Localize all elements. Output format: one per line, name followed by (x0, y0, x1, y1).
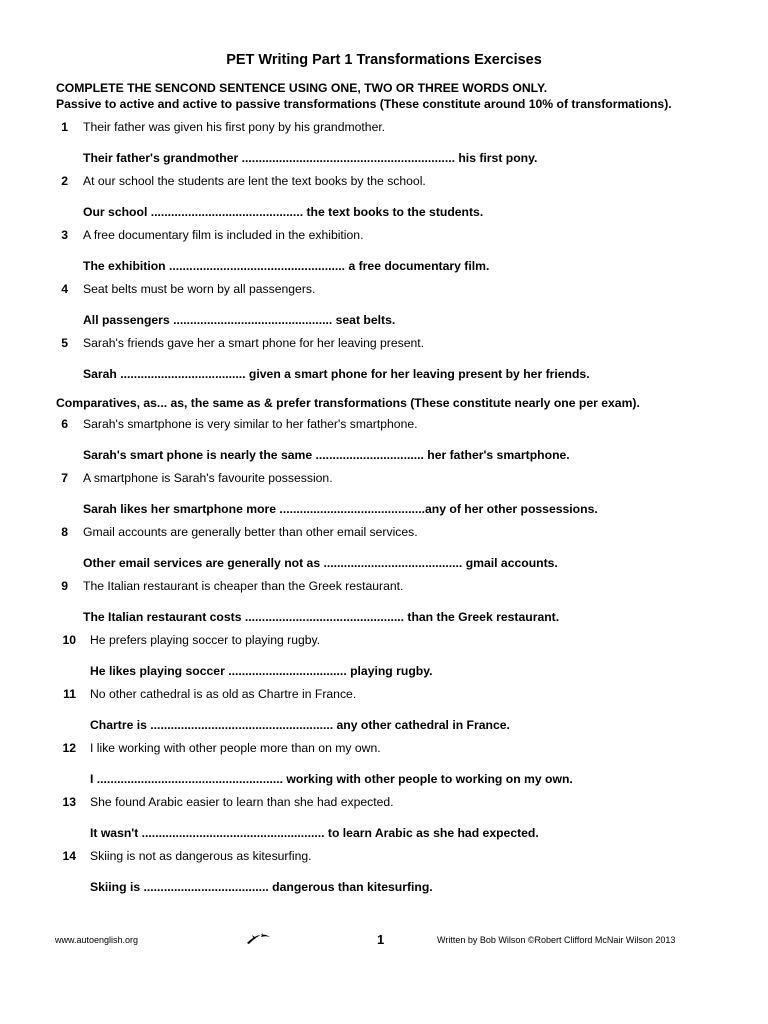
item-number: 5 (61, 336, 68, 350)
item-question: He prefers playing soccer to playing rugby. (90, 633, 321, 647)
dolphin-logo-icon (246, 930, 272, 946)
item-question: Sarah's friends gave her a smart phone for her leaving present. (83, 336, 425, 350)
item-number: 3 (61, 228, 68, 242)
item-answer-line: Sarah ..................................... given a smart phone for her leaving present by her friends. (83, 367, 590, 381)
item-answer-line: It wasn't ...................................................... to learn Arabic as she had expected. (90, 826, 539, 840)
item-number: 1 (61, 120, 68, 134)
item-answer-line: Sarah's smart phone is nearly the same ................................ her father's smartphone. (83, 448, 570, 462)
item-question: No other cathedral is as old as Chartre in France. (90, 687, 357, 701)
item-number: 10 (62, 633, 76, 647)
footer-website: www.autoenglish.org (55, 935, 139, 945)
item-question: Sarah's smartphone is very similar to her father's smartphone. (83, 417, 418, 431)
page-number: 1 (377, 932, 385, 947)
item-answer-line: I ....................................................... working with other people to working on my own. (90, 772, 573, 786)
item-question: A smartphone is Sarah's favourite possession. (83, 471, 333, 485)
item-number: 4 (61, 282, 68, 296)
item-number: 2 (61, 174, 68, 188)
item-number: 13 (62, 795, 76, 809)
item-answer-line: Skiing is ..................................... dangerous than kitesurfing. (90, 880, 433, 894)
item-question: A free documentary film is included in the exhibition. (83, 228, 364, 242)
section-heading-comparatives: Comparatives, as... as, the same as & prefer transformations (These constitute nearly one per exam). (56, 396, 640, 410)
section-heading-passive: Passive to active and active to passive transformations (These constitute around 10% of transformations). (56, 97, 672, 111)
item-answer-line: The exhibition .................................................... a free documentary film. (83, 259, 490, 273)
page-title: PET Writing Part 1 Transformations Exercises (226, 52, 542, 68)
item-answer-line: Their father's grandmother ............................................................... his first pony. (83, 151, 538, 165)
item-answer-line: Our school ............................................. the text books to the students. (83, 205, 484, 219)
item-question: Gmail accounts are generally better than other email services. (83, 525, 418, 539)
item-number: 9 (61, 579, 68, 593)
item-answer-line: Other email services are generally not as ......................................... gmail accounts. (83, 556, 558, 570)
item-number: 14 (62, 849, 76, 863)
footer-credit: Written by Bob Wilson ©Robert Clifford McNair Wilson 2013 (437, 935, 676, 945)
item-question: I like working with other people more than on my own. (90, 741, 381, 755)
item-number: 7 (61, 471, 68, 485)
item-question: At our school the students are lent the text books by the school. (83, 174, 426, 188)
item-question: Their father was given his first pony by his grandmother. (83, 120, 386, 134)
item-question: Seat belts must be worn by all passengers. (83, 282, 316, 296)
item-answer-line: All passengers ............................................... seat belts. (83, 313, 396, 327)
item-number: 11 (63, 687, 76, 701)
item-answer-line: Chartre is ...................................................... any other cathedral in France. (90, 718, 510, 732)
item-number: 12 (62, 741, 76, 755)
item-answer-line: He likes playing soccer ................................... playing rugby. (90, 664, 433, 678)
item-number: 8 (61, 525, 68, 539)
item-answer-line: Sarah likes her smartphone more ...........................................any of her other possessions. (83, 502, 598, 516)
item-question: Skiing is not as dangerous as kitesurfing. (90, 849, 312, 863)
item-question: The Italian restaurant is cheaper than the Greek restaurant. (83, 579, 404, 593)
item-number: 6 (61, 417, 68, 431)
item-question: She found Arabic easier to learn than she had expected. (90, 795, 394, 809)
instruction-heading: COMPLETE THE SENCOND SENTENCE USING ONE, TWO OR THREE WORDS ONLY. (56, 81, 548, 95)
item-answer-line: The Italian restaurant costs ............................................... than the Greek restaurant. (83, 610, 560, 624)
